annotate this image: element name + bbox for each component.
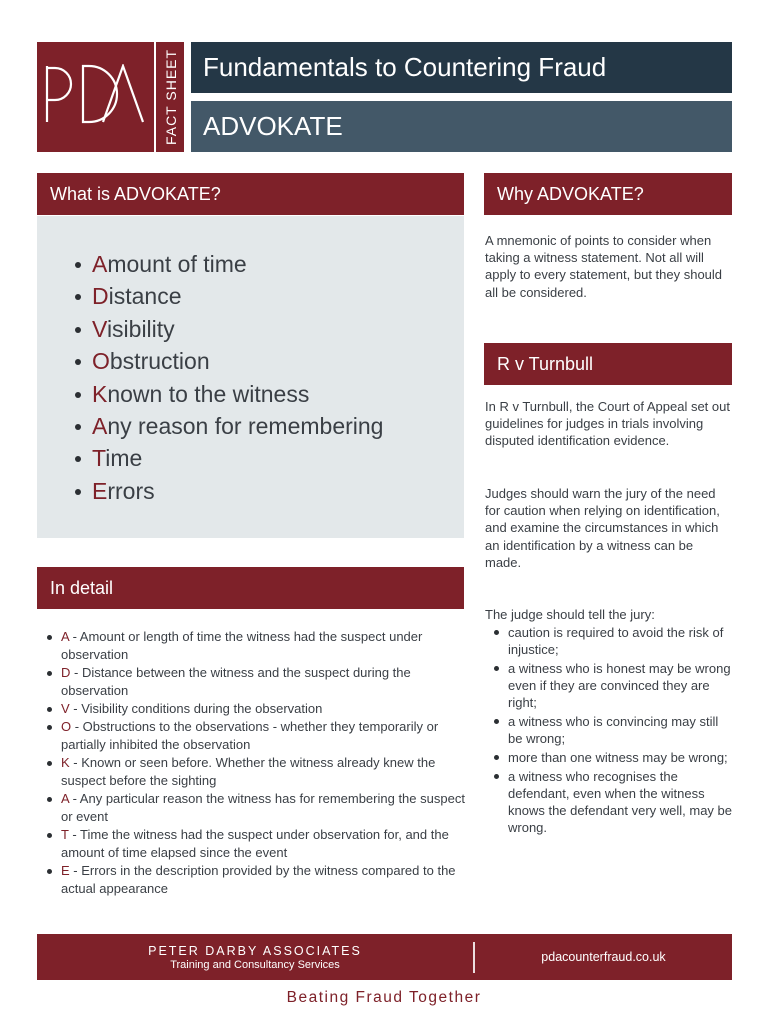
- turnbull-heading-text: R v Turnbull: [497, 353, 594, 374]
- mnemonic-item: Errors: [75, 475, 383, 507]
- pda-logo-mark: [43, 64, 151, 124]
- jury-point: a witness who is honest may be wrong even if they are convinced they are right;: [492, 660, 736, 712]
- detail-item: A - Any particular reason the witness has for remembering the suspect or event: [47, 790, 465, 826]
- detail-heading: [37, 567, 464, 609]
- document-title-text: Fundamentals to Countering Fraud: [203, 52, 607, 82]
- footer-company: PETER DARBY ASSOCIATES: [148, 944, 362, 958]
- detail-item: E - Errors in the description provided by the witness compared to the actual appearance: [47, 862, 465, 898]
- jury-point: a witness who is convincing may still be wrong;: [492, 713, 736, 747]
- document-subtitle: [191, 101, 732, 152]
- slogan: Beating Fraud Together: [286, 989, 482, 1006]
- detail-item: V - Visibility conditions during the observation: [47, 700, 465, 718]
- jury-point: more than one witness may be wrong;: [492, 749, 736, 766]
- footer-url-link[interactable]: [475, 934, 732, 980]
- detail-heading-text: In detail: [50, 577, 114, 598]
- fact-sheet-label: [158, 42, 184, 152]
- mnemonic-item: Visibility: [75, 313, 383, 345]
- document-subtitle-text: ADVOKATE: [203, 111, 343, 141]
- logo-divider: [154, 42, 156, 152]
- footer-url-text[interactable]: pdacounterfraud.co.uk: [541, 950, 666, 964]
- detail-item: T - Time the witness had the suspect under observation for, and the amount of time elapsed since the event: [47, 826, 465, 862]
- jury-point: a witness who recognises the defendant, even when the witness knows the defendant very well, may be wrong.: [492, 768, 736, 837]
- why-heading: [484, 173, 732, 215]
- jury-point: caution is required to avoid the risk of injustice;: [492, 624, 736, 658]
- turnbull-para-2: Judges should warn the jury of the need for caution when relying on identification, and examine the circumstances in which an identification by a witness can be made.: [485, 486, 720, 570]
- footer-bar: [37, 934, 732, 980]
- detail-item: A - Amount or length of time the witness had the suspect under observation: [47, 628, 465, 664]
- mnemonic-item: Amount of time: [75, 248, 383, 280]
- why-body: A mnemonic of points to consider when taking a witness statement. Not all will apply to every statement, but they should all be considered.: [485, 233, 723, 300]
- mnemonic-item: Time: [75, 442, 383, 474]
- detail-item: K - Known or seen before. Whether the witness already knew the suspect before the sighting: [47, 754, 465, 790]
- mnemonic-item: Any reason for remembering: [75, 410, 383, 442]
- jury-points-list: [492, 624, 736, 838]
- what-heading: [37, 173, 464, 215]
- turnbull-para-1: In R v Turnbull, the Court of Appeal set out guidelines for judges in trials involving disputed identification evidence.: [485, 399, 730, 449]
- detail-item: D - Distance between the witness and the suspect during the observation: [47, 664, 465, 700]
- mnemonic-item: Known to the witness: [75, 378, 383, 410]
- mnemonic-list: [75, 248, 383, 507]
- mnemonic-item: Distance: [75, 280, 383, 312]
- fact-sheet-text: FACT SHEET: [163, 48, 179, 146]
- detail-list: [47, 628, 465, 898]
- why-heading-text: Why ADVOKATE?: [497, 183, 644, 204]
- footer-tagline: Training and Consultancy Services: [170, 959, 340, 971]
- turnbull-heading: [484, 343, 732, 385]
- what-heading-text: What is ADVOKATE?: [50, 183, 221, 204]
- mnemonic-item: Obstruction: [75, 345, 383, 377]
- document-title: [191, 42, 732, 93]
- detail-item: O - Obstructions to the observations - whether they temporarily or partially inhibited the observation: [47, 718, 465, 754]
- what-panel: [37, 216, 464, 538]
- jury-intro: The judge should tell the jury:: [485, 607, 655, 622]
- pda-logo: [37, 42, 184, 152]
